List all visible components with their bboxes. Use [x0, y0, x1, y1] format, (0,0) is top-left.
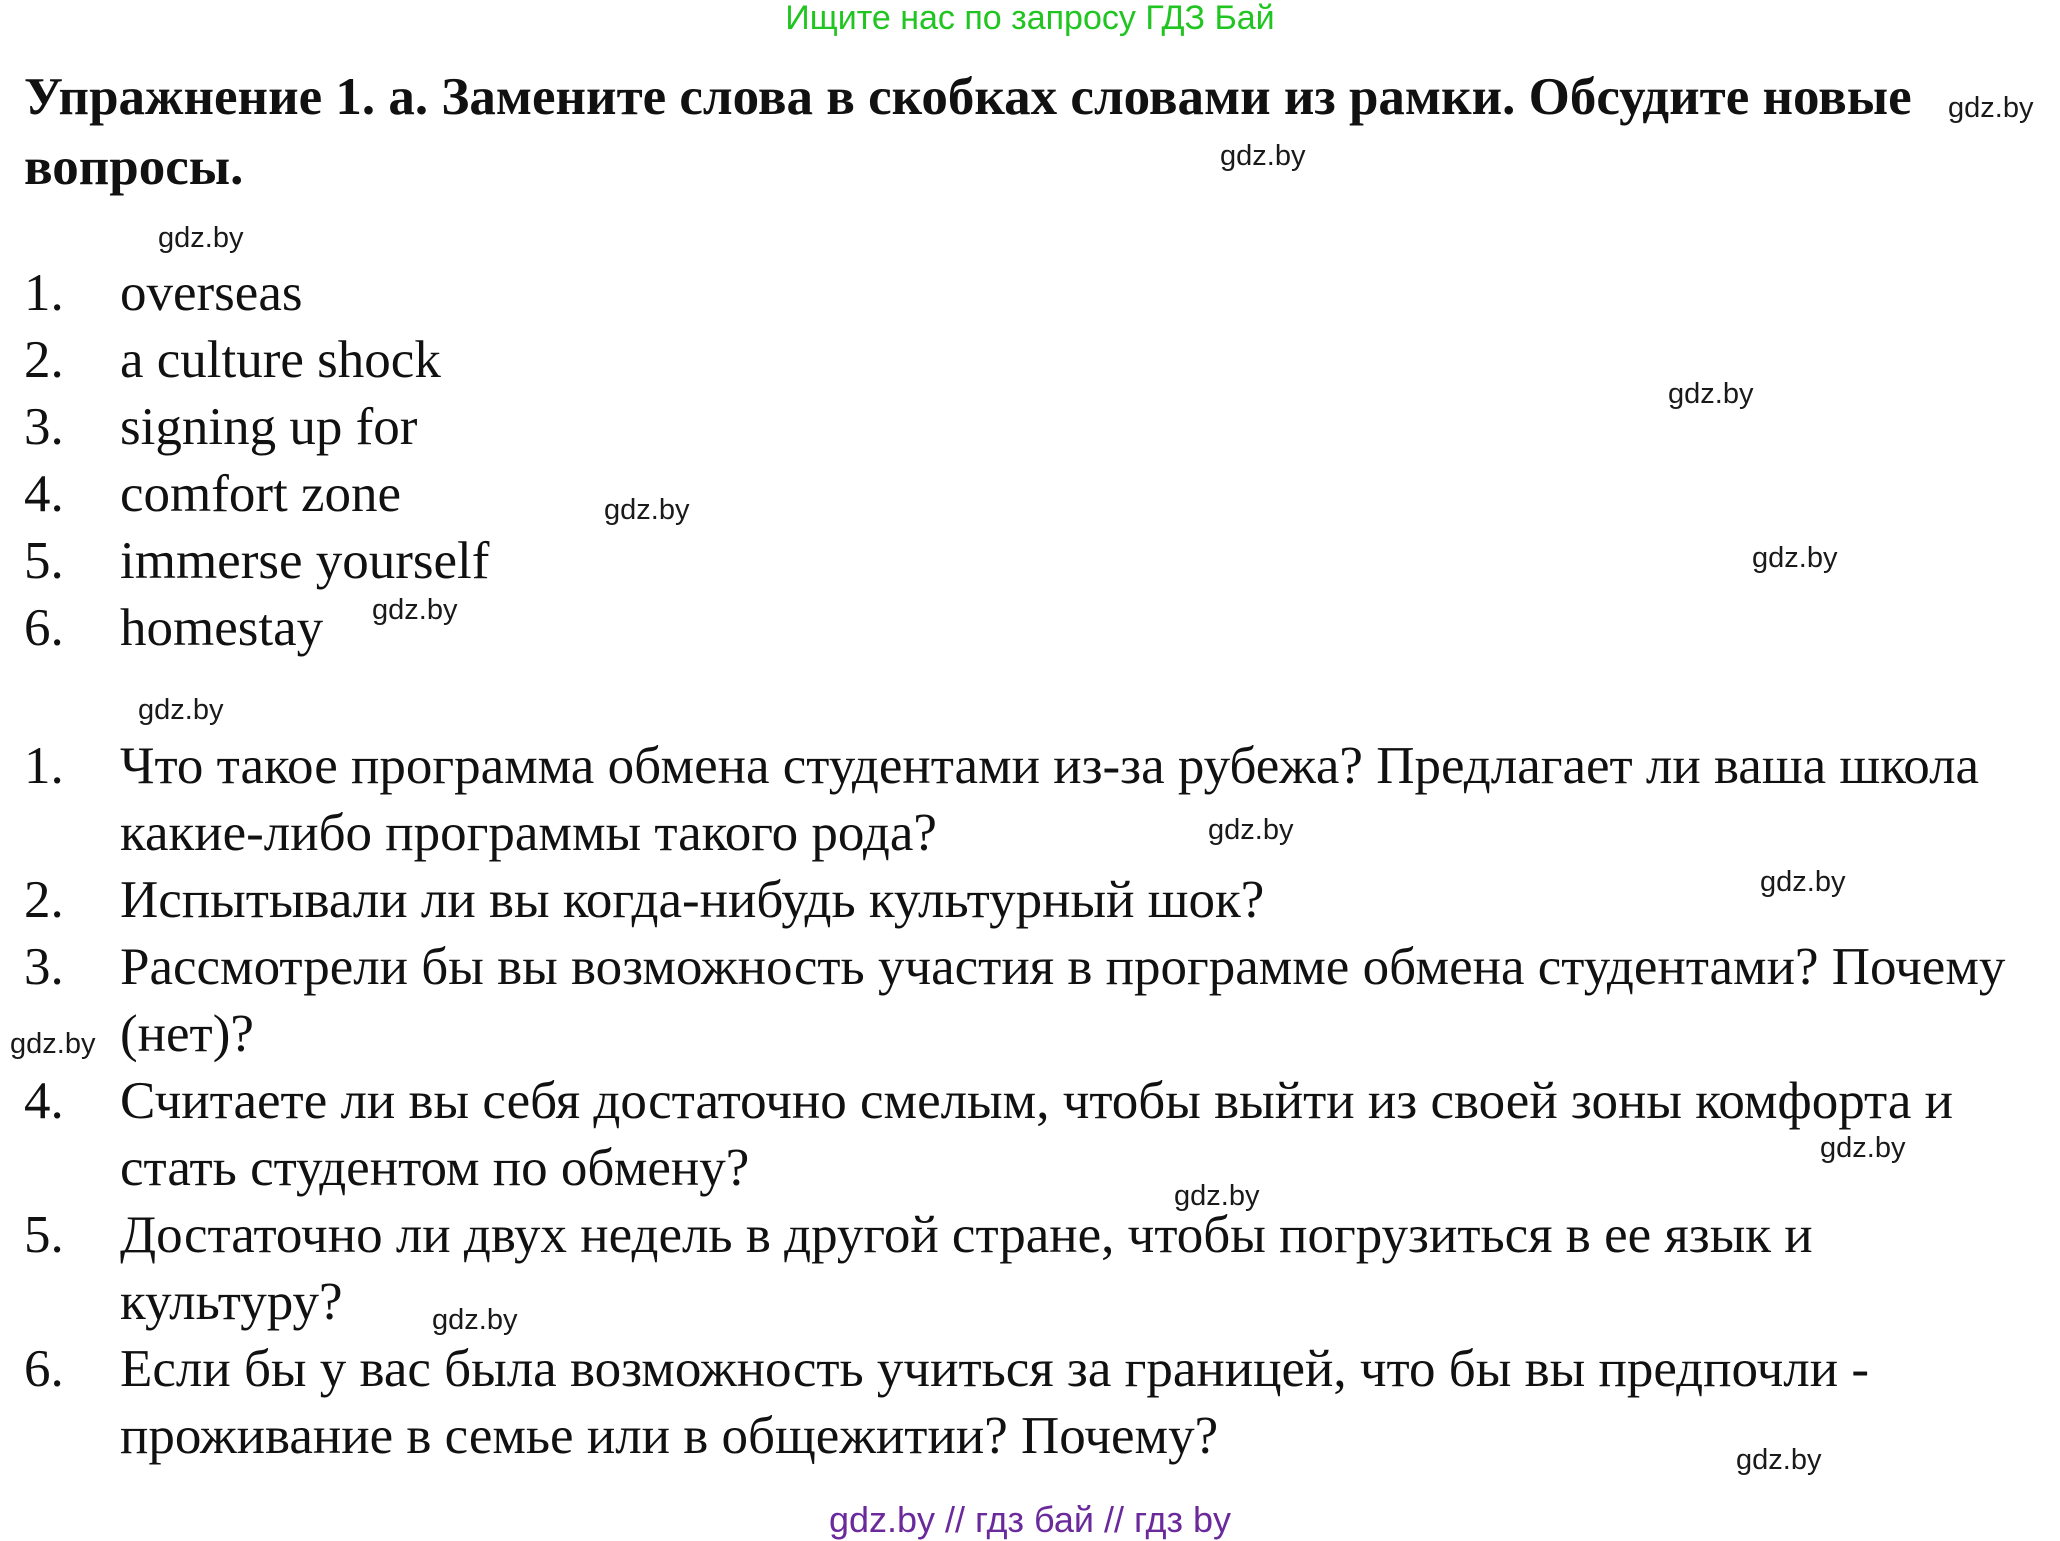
- word-item: [24, 260, 724, 327]
- question-text: Что такое программа обмена студентами из-за рубежа? Предлагает ли ваша школа какие-либо программы такого рода?: [120, 737, 1980, 862]
- watermark: gdz.by: [1752, 542, 1838, 574]
- question-text: Рассмотрели бы вы возможность участия в программе обмена студентами? Почему (нет)?: [120, 938, 2006, 1063]
- word-number: 5.: [24, 532, 64, 590]
- question-item: [24, 934, 2014, 1068]
- word-item: [24, 327, 724, 394]
- word-number: 6.: [24, 599, 64, 657]
- word-text: immerse yourself: [120, 532, 490, 590]
- watermark: gdz.by: [1220, 140, 1306, 172]
- exercise-title: Упражнение 1. a. Замените слова в скобках словами из рамки. Обсудите новые вопросы.: [24, 68, 1912, 196]
- word-item: [24, 394, 724, 461]
- watermark: gdz.by: [1948, 92, 2034, 124]
- question-text: Достаточно ли двух недель в другой стране, чтобы погрузиться в ее язык и культуру?: [120, 1206, 1813, 1331]
- watermark: gdz.by: [1174, 1180, 1260, 1212]
- word-text: overseas: [120, 264, 303, 322]
- question-text: Считаете ли вы себя достаточно смелым, чтобы выйти из своей зоны комфорта и стать студентом по обмену?: [120, 1072, 1953, 1197]
- watermark: gdz.by: [158, 222, 244, 254]
- question-number: 2.: [24, 871, 64, 929]
- question-number: 6.: [24, 1340, 64, 1398]
- word-number: 2.: [24, 331, 64, 389]
- question-list: [24, 733, 2014, 1470]
- word-number: 3.: [24, 398, 64, 456]
- question-number: 1.: [24, 737, 64, 795]
- question-item: [24, 1202, 2014, 1336]
- watermark: gdz.by: [372, 594, 458, 626]
- word-item: [24, 528, 724, 595]
- question-number: 3.: [24, 938, 64, 996]
- watermark: gdz.by: [138, 694, 224, 726]
- watermark: gdz.by: [432, 1304, 518, 1336]
- question-item: [24, 867, 2014, 934]
- watermark: gdz.by: [1820, 1132, 1906, 1164]
- watermark: gdz.by: [1736, 1444, 1822, 1476]
- word-text: a culture shock: [120, 331, 441, 389]
- watermark: gdz.by: [1208, 814, 1294, 846]
- watermark: gdz.by: [1760, 866, 1846, 898]
- word-number: 4.: [24, 465, 64, 523]
- question-item: [24, 733, 2014, 867]
- watermark: gdz.by: [10, 1028, 96, 1060]
- word-text: comfort zone: [120, 465, 402, 523]
- question-number: 4.: [24, 1072, 64, 1130]
- word-text: signing up for: [120, 398, 418, 456]
- watermark: gdz.by: [604, 494, 690, 526]
- word-number: 1.: [24, 264, 64, 322]
- word-text: homestay: [120, 599, 324, 657]
- watermark: gdz.by: [1668, 378, 1754, 410]
- top-banner: Ищите нас по запросу ГДЗ Бай: [785, 0, 1275, 37]
- question-text: Испытывали ли вы когда-нибудь культурный шок?: [120, 871, 1265, 929]
- question-item: [24, 1336, 2014, 1470]
- question-text: Если бы у вас была возможность учиться за границей, что бы вы предпочли - проживание в семье или в общежитии? Почему?: [120, 1340, 1869, 1465]
- footer-watermark: gdz.by // гдз бай // гдз by: [828, 1499, 1232, 1540]
- question-item: [24, 1068, 2014, 1202]
- question-number: 5.: [24, 1206, 64, 1264]
